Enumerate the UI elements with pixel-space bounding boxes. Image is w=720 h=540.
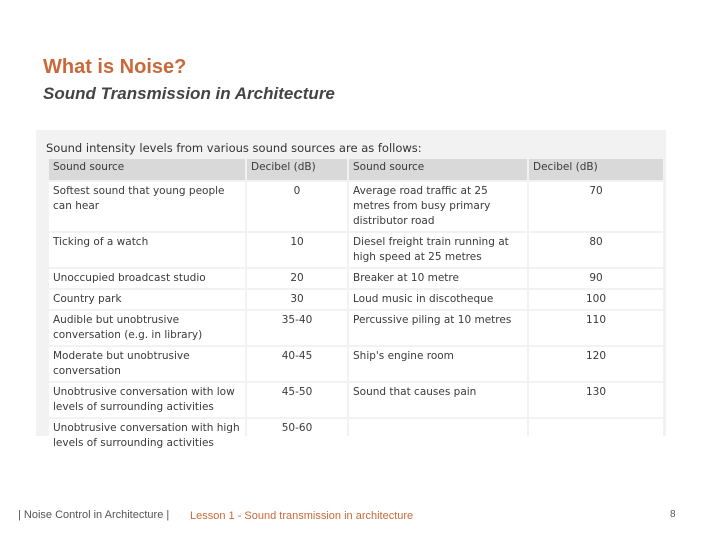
sound-source-cell: Percussive piling at 10 metres (349, 311, 527, 345)
sound-source-cell: Ticking of a watch (49, 233, 245, 267)
decibel-cell: 40-45 (247, 347, 347, 381)
sound-source-cell: Country park (49, 290, 245, 309)
sound-source-cell: Softest sound that young people can hear (49, 182, 245, 231)
sound-source-cell: Audible but unobtrusive conversation (e.g. in library) (49, 311, 245, 345)
sound-source-cell: Average road traffic at 25 metres from busy primary distributor road (349, 182, 527, 231)
decibel-cell: 100 (529, 290, 663, 309)
decibel-cell: 30 (247, 290, 347, 309)
slide-subtitle: Sound Transmission in Architecture (43, 84, 335, 103)
footer-course-title: | Noise Control in Architecture | (18, 509, 170, 521)
sound-source-cell: Moderate but unobtrusive conversation (49, 347, 245, 381)
table-row (49, 233, 663, 267)
decibel-cell: 80 (529, 233, 663, 267)
table-row (49, 419, 663, 453)
decibel-cell: 90 (529, 269, 663, 288)
table-row (49, 347, 663, 381)
decibel-cell: 130 (529, 383, 663, 417)
decibel-cell: 120 (529, 347, 663, 381)
table-row (49, 182, 663, 231)
sound-source-cell: Breaker at 10 metre (349, 269, 527, 288)
header-sound-source: Sound source (49, 159, 245, 180)
decibel-cell: 110 (529, 311, 663, 345)
intro-text: Sound intensity levels from various sound sources are as follows: (46, 141, 422, 155)
sound-source-cell: Unoccupied broadcast studio (49, 269, 245, 288)
header-decibel: Decibel (dB) (529, 159, 663, 180)
table-header-row (49, 159, 663, 180)
sound-intensity-table (47, 157, 665, 455)
decibel-cell: 20 (247, 269, 347, 288)
page-number: 8 (670, 509, 676, 520)
decibel-cell (529, 419, 663, 453)
sound-source-cell (349, 419, 527, 453)
sound-source-cell: Unobtrusive conversation with low levels of surrounding activities (49, 383, 245, 417)
sound-source-cell: Diesel freight train running at high speed at 25 metres (349, 233, 527, 267)
table-row (49, 311, 663, 345)
sound-source-cell: Unobtrusive conversation with high levels of surrounding activities (49, 419, 245, 453)
decibel-cell: 50-60 (247, 419, 347, 453)
footer-lesson-title: Lesson 1 - Sound transmission in architecture (190, 510, 414, 522)
sound-source-cell: Loud music in discotheque (349, 290, 527, 309)
header-decibel: Decibel (dB) (247, 159, 347, 180)
header-sound-source: Sound source (349, 159, 527, 180)
slide-title: What is Noise? (43, 56, 187, 78)
decibel-cell: 70 (529, 182, 663, 231)
table-row (49, 383, 663, 417)
decibel-cell: 0 (247, 182, 347, 231)
table-row (49, 269, 663, 288)
table-row (49, 290, 663, 309)
decibel-cell: 35-40 (247, 311, 347, 345)
decibel-cell: 10 (247, 233, 347, 267)
decibel-cell: 45-50 (247, 383, 347, 417)
sound-source-cell: Ship's engine room (349, 347, 527, 381)
sound-source-cell: Sound that causes pain (349, 383, 527, 417)
